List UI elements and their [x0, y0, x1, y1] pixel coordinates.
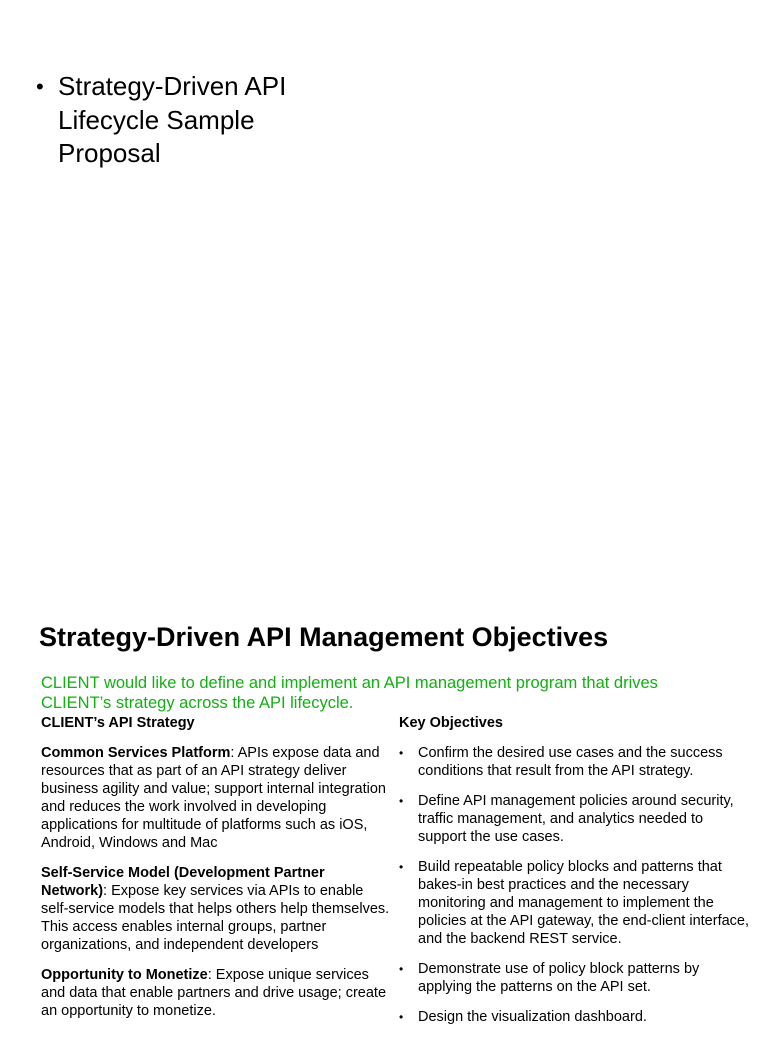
objectives-intro: CLIENT would like to define and implement an API management program that drives CLIENT’s strategy across the API lifecycle. [41, 674, 658, 712]
bullet-icon: • [399, 962, 404, 976]
strategy-item [41, 744, 391, 852]
bullet-icon: • [399, 794, 404, 808]
objectives-slide [0, 600, 768, 1024]
api-strategy-column [41, 714, 391, 1032]
objective-text: Demonstrate use of policy block patterns by applying the patterns on the API set. [418, 961, 700, 995]
strategy-text: : Expose unique services and data that enable partners and drive usage; create an opportunity to monetize. [41, 967, 387, 1019]
objective-text: Build repeatable policy blocks and patterns that bakes-in best practices and the necessary monitoring and management to implement the policies at the API gateway, the end-client interface, and the backend REST service. [418, 859, 750, 947]
title-bullet-item [36, 70, 336, 171]
bullet-icon: • [399, 746, 404, 760]
objective-item [399, 1008, 754, 1026]
key-objectives-heading: Key Objectives [399, 715, 503, 731]
objective-item [399, 858, 754, 948]
strategy-term: Common Services Platform [41, 745, 231, 761]
slide-title: Strategy-Driven API Lifecycle Sample Proposal [58, 71, 287, 168]
strategy-item [41, 966, 391, 1020]
strategy-item [41, 864, 391, 954]
objective-text: Define API management policies around security, traffic management, and analytics needed to support the use cases. [418, 793, 734, 845]
strategy-term: Opportunity to Monetize [41, 967, 208, 983]
bullet-icon: • [399, 860, 404, 874]
api-strategy-heading: CLIENT’s API Strategy [41, 715, 195, 731]
key-objectives-column [399, 714, 754, 1038]
objectives-title: Strategy-Driven API Management Objectives [39, 622, 609, 652]
bullet-icon: • [399, 1010, 404, 1024]
strategy-term: Self-Service Model (Development Partner Network) [41, 865, 325, 899]
objective-item [399, 792, 754, 846]
strategy-text: : APIs expose data and resources that as part of an API strategy deliver business agility and value; support internal integration and reduces the work involved in developing applications for multitude of platforms such as iOS, Android, Windows and Mac [41, 745, 386, 851]
strategy-text: : Expose key services via APIs to enable self-service models that helps others help themselves. This access enables internal groups, partner organizations, and independent developers [41, 883, 390, 953]
bullet-icon: • [36, 74, 44, 99]
objective-item [399, 744, 754, 780]
objective-text: Design the visualization dashboard. [418, 1009, 647, 1025]
objective-text: Confirm the desired use cases and the success conditions that result from the API strategy. [418, 745, 723, 779]
objective-item [399, 960, 754, 996]
